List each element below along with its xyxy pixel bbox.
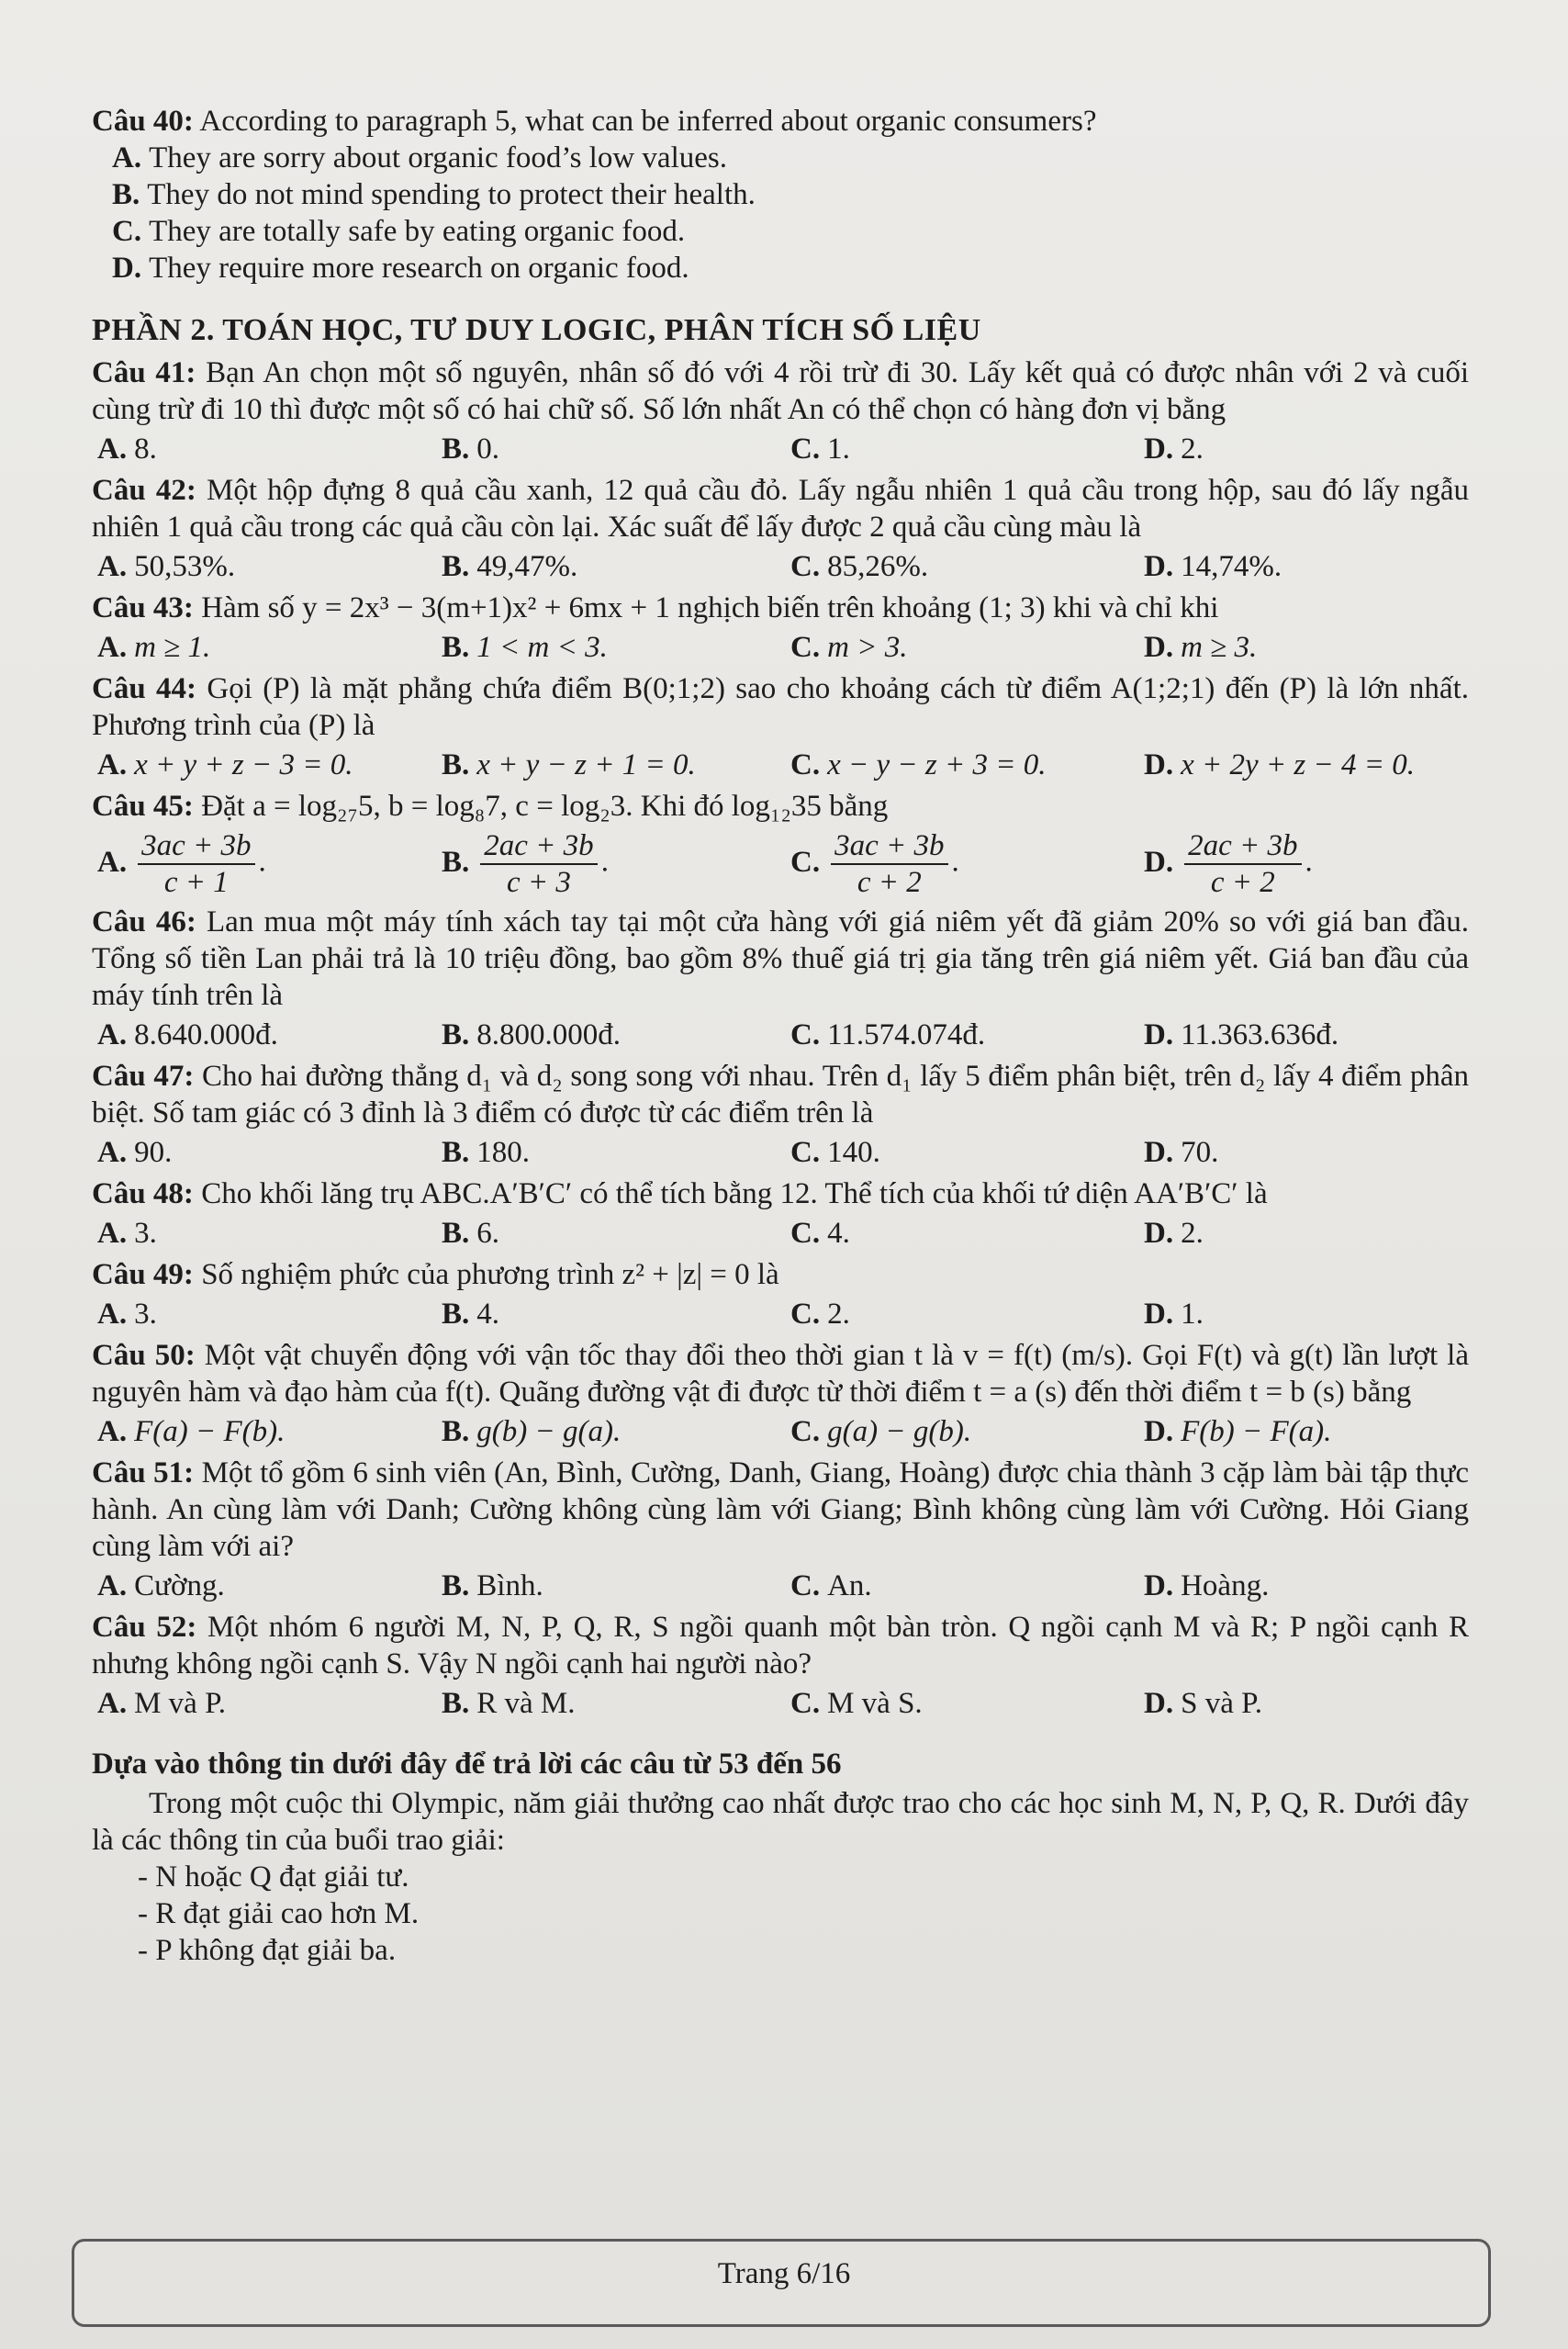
fraction — [1184, 828, 1301, 900]
option-b — [436, 746, 785, 784]
question-label: Câu 45: — [92, 790, 194, 823]
option-label: B. — [442, 631, 470, 664]
option-text: 2. — [827, 1298, 850, 1331]
options-row — [92, 1214, 1469, 1253]
option-text: M và P. — [134, 1687, 227, 1720]
option-a — [92, 1567, 436, 1605]
option-label: B. — [442, 1298, 470, 1331]
option-text: 140. — [827, 1136, 880, 1169]
question-44 — [92, 670, 1469, 784]
option-label: C. — [790, 845, 821, 879]
option-c — [785, 1295, 1138, 1333]
question-label: Câu 49: — [92, 1258, 194, 1291]
fraction-denominator: c + 2 — [1210, 866, 1275, 899]
option-text: 3. — [134, 1298, 157, 1331]
info-bullet: - R đạt giải cao hơn M. — [138, 1897, 420, 1930]
option-text: g(b) − g(a). — [476, 1415, 622, 1448]
question-50 — [92, 1337, 1469, 1451]
option-b — [436, 1684, 785, 1723]
option-label: D. — [1144, 1687, 1174, 1720]
question-body: Một nhóm 6 người M, N, P, Q, R, S ngồi quanh một bàn tròn. Q ngồi cạnh M và R; P ngồi cạnh R nhưng không ngồi cạnh S. Vậy N ngồi cạnh hai người nào? — [92, 1611, 1469, 1680]
option-d — [1138, 828, 1469, 900]
question-47 — [92, 1058, 1469, 1172]
option-d — [1138, 1684, 1469, 1723]
option-text: 180. — [476, 1136, 531, 1169]
option-label: B. — [442, 550, 470, 583]
options-row — [92, 1684, 1469, 1723]
option-label: B. — [442, 748, 470, 781]
option-b — [436, 1214, 785, 1253]
question-text — [92, 354, 1469, 428]
option-text: 1. — [827, 433, 850, 466]
option-label: D. — [1144, 1136, 1174, 1169]
option-end: . — [1305, 845, 1313, 879]
options-row — [92, 628, 1469, 667]
option-c — [92, 213, 1469, 250]
question-body: Gọi (P) là mặt phẳng chứa điểm B(0;1;2) sao cho khoảng cách từ điểm A(1;2;1) đến (P) là lớn nhất. Phương trình của (P) là — [92, 672, 1469, 742]
option-a — [92, 1684, 436, 1723]
info-bullet: - N hoặc Q đạt giải tư. — [138, 1860, 409, 1894]
option-b — [436, 430, 785, 468]
option-text: x + y + z − 3 = 0. — [134, 748, 353, 781]
option-c — [785, 430, 1138, 468]
option-text: They are totally safe by eating organic food. — [149, 215, 686, 248]
question-text — [92, 472, 1469, 545]
option-text: 8.800.000đ. — [476, 1018, 622, 1051]
section-title: PHẦN 2. TOÁN HỌC, TƯ DUY LOGIC, PHÂN TÍCH SỐ LIỆU — [92, 313, 981, 347]
option-c — [785, 1567, 1138, 1605]
question-46 — [92, 904, 1469, 1054]
option-a — [92, 547, 436, 586]
option-text: Hoàng. — [1181, 1569, 1270, 1602]
option-d — [1138, 1133, 1469, 1172]
option-d — [1138, 1295, 1469, 1333]
question-text — [92, 1609, 1469, 1682]
option-text: 1. — [1181, 1298, 1204, 1331]
option-label: C. — [112, 215, 142, 248]
option-text: 1 < m < 3. — [476, 631, 608, 664]
option-a — [92, 828, 436, 900]
option-text: 90. — [134, 1136, 173, 1169]
option-text: 6. — [476, 1217, 500, 1250]
option-a — [92, 140, 1469, 176]
option-text: 70. — [1181, 1136, 1219, 1169]
option-label: A. — [112, 141, 142, 174]
info-heading: Dựa vào thông tin dưới đây để trả lời các câu từ 53 đến 56 — [92, 1748, 842, 1781]
option-c — [785, 746, 1138, 784]
bullet-text: P không đạt giải ba. — [155, 1934, 397, 1967]
option-label: B. — [112, 178, 140, 211]
option-label: D. — [1144, 1415, 1174, 1448]
option-label: C. — [790, 1018, 821, 1051]
option-label: B. — [442, 1018, 470, 1051]
option-text: F(b) − F(a). — [1181, 1415, 1332, 1448]
option-a — [92, 1133, 436, 1172]
options-row — [92, 1133, 1469, 1172]
option-text: 14,74%. — [1181, 550, 1282, 583]
option-a — [92, 1295, 436, 1333]
page-number: Trang 6/16 — [717, 2257, 851, 2290]
option-label: D. — [1144, 631, 1174, 664]
option-text: 8. — [134, 433, 157, 466]
option-label: C. — [790, 631, 821, 664]
question-text — [92, 1256, 1469, 1293]
question-text — [92, 670, 1469, 744]
question-40 — [92, 103, 1469, 287]
option-label: A. — [97, 1569, 128, 1602]
info-bullet: - P không đạt giải ba. — [138, 1934, 397, 1967]
option-d — [1138, 628, 1469, 667]
option-label: C. — [790, 1136, 821, 1169]
option-label: A. — [97, 1415, 128, 1448]
option-label: A. — [97, 845, 128, 879]
option-text: m > 3. — [827, 631, 908, 664]
info-intro: Trong một cuộc thi Olympic, năm giải thưởng cao nhất được trao cho các học sinh M, N, P, Q, R. Dưới đây là các thông tin của buổi trao giải: — [92, 1787, 1469, 1857]
option-text: 49,47%. — [476, 550, 578, 583]
option-text: M và S. — [827, 1687, 923, 1720]
fraction — [480, 828, 597, 900]
option-label: D. — [1144, 550, 1174, 583]
fraction-denominator: c + 1 — [163, 866, 229, 899]
fraction-denominator: c + 2 — [857, 866, 922, 899]
option-text: 8.640.000đ. — [134, 1018, 278, 1051]
option-c — [785, 628, 1138, 667]
option-d — [1138, 547, 1469, 586]
option-label: C. — [790, 1569, 821, 1602]
question-label: Câu 50: — [92, 1339, 196, 1372]
question-label: Câu 43: — [92, 591, 194, 624]
option-label: B. — [442, 433, 470, 466]
option-label: D. — [1144, 1298, 1174, 1331]
option-end: . — [951, 845, 959, 879]
question-body: Hàm số y = 2x³ − 3(m+1)x² + 6mx + 1 nghịch biến trên khoảng (1; 3) khi và chỉ khi — [201, 591, 1219, 624]
option-text: 85,26%. — [827, 550, 929, 583]
question-body: Bạn An chọn một số nguyên, nhân số đó với 4 rồi trừ đi 30. Lấy kết quả có được nhân với 2 và cuối cùng trừ đi 10 thì được một số có hai chữ số. Số lớn nhất An có thể chọn có hàng đơn vị bằng — [92, 356, 1469, 426]
question-43 — [92, 590, 1469, 667]
question-body: Một tổ gồm 6 sinh viên (An, Bình, Cường, Danh, Giang, Hoàng) được chia thành 3 cặp làm bài tập thực hành. An cùng làm với Danh; Cường không cùng làm với Giang; Bình không cùng làm với Cường. Hỏi Giang cùng làm với ai? — [92, 1456, 1469, 1563]
option-c — [785, 1133, 1138, 1172]
options-row — [92, 828, 1469, 900]
option-text: 2. — [1181, 1217, 1204, 1250]
question-49 — [92, 1256, 1469, 1333]
question-52 — [92, 1609, 1469, 1723]
question-label: Câu 42: — [92, 474, 196, 507]
option-label: B. — [442, 1569, 470, 1602]
option-label: D. — [1144, 748, 1174, 781]
question-text — [92, 904, 1469, 1014]
option-label: A. — [97, 631, 128, 664]
option-label: D. — [1144, 1217, 1174, 1250]
option-text: 50,53%. — [134, 550, 236, 583]
options-row — [92, 1412, 1469, 1451]
fraction — [831, 828, 947, 900]
option-text: 0. — [476, 433, 500, 466]
option-text: They are sorry about organic food’s low values. — [149, 141, 727, 174]
option-text: m ≥ 1. — [134, 631, 211, 664]
option-b — [436, 1295, 785, 1333]
option-text: 4. — [476, 1298, 500, 1331]
option-c — [785, 1684, 1138, 1723]
option-b — [436, 828, 785, 900]
question-45 — [92, 788, 1469, 900]
option-label: C. — [790, 1687, 821, 1720]
option-text: 3. — [134, 1217, 157, 1250]
option-text: 2. — [1181, 433, 1204, 466]
option-end: . — [258, 845, 266, 879]
question-label: Câu 44: — [92, 672, 197, 705]
option-label: C. — [790, 433, 821, 466]
option-label: C. — [790, 1217, 821, 1250]
option-c — [785, 828, 1138, 900]
option-text: x + y − z + 1 = 0. — [476, 748, 696, 781]
options-row — [92, 1016, 1469, 1054]
option-b — [92, 176, 1469, 213]
option-label: D. — [1144, 1569, 1174, 1602]
option-b — [436, 1016, 785, 1054]
question-text — [92, 590, 1469, 626]
option-text: An. — [827, 1569, 872, 1602]
question-42 — [92, 472, 1469, 586]
option-label: A. — [97, 433, 128, 466]
option-label: A. — [97, 1018, 128, 1051]
option-c — [785, 1214, 1138, 1253]
option-label: A. — [97, 1687, 128, 1720]
option-a — [92, 746, 436, 784]
option-label: C. — [790, 1415, 821, 1448]
question-body: According to paragraph 5, what can be inferred about organic consumers? — [199, 105, 1097, 138]
option-text: They do not mind spending to protect their health. — [147, 178, 756, 211]
option-text: 11.363.636đ. — [1181, 1018, 1339, 1051]
option-text: x + 2y + z − 4 = 0. — [1181, 748, 1416, 781]
question-text — [92, 103, 1469, 140]
question-label: Câu 52: — [92, 1611, 197, 1644]
option-label: C. — [790, 550, 821, 583]
question-41 — [92, 354, 1469, 468]
option-label: B. — [442, 1217, 470, 1250]
option-text: S và P. — [1181, 1687, 1263, 1720]
question-body: Cho hai đường thẳng d₁ và d₂ song song với nhau. Trên d₁ lấy 5 điểm phân biệt, trên d₂ lấy 4 điểm phân biệt. Số tam giác có 3 đỉnh là 3 điểm có được từ các điểm trên là — [92, 1060, 1469, 1130]
question-label: Câu 41: — [92, 356, 196, 389]
options-row — [92, 430, 1469, 468]
option-a — [92, 430, 436, 468]
page-content — [92, 99, 1469, 1969]
option-d — [92, 250, 1469, 287]
bullet-text: N hoặc Q đạt giải tư. — [155, 1860, 409, 1894]
option-d — [1138, 746, 1469, 784]
option-label: D. — [1144, 845, 1174, 879]
option-label: C. — [790, 748, 821, 781]
question-body: Số nghiệm phức của phương trình z² + |z| = 0 là — [201, 1258, 779, 1291]
option-d — [1138, 1412, 1469, 1451]
question-body: Đặt a = log₂₇5, b = log₈7, c = log₂3. Khi đó log₁₂35 bằng — [201, 790, 889, 823]
question-text — [92, 788, 1469, 825]
option-label: A. — [97, 748, 128, 781]
option-text: x − y − z + 3 = 0. — [827, 748, 1047, 781]
option-b — [436, 628, 785, 667]
question-label: Câu 48: — [92, 1177, 194, 1210]
question-text — [92, 1337, 1469, 1411]
bullet-text: R đạt giải cao hơn M. — [155, 1897, 420, 1930]
options-row — [92, 1567, 1469, 1605]
question-label: Câu 40: — [92, 105, 194, 138]
fraction-numerator: 3ac + 3b — [831, 828, 947, 865]
option-b — [436, 1567, 785, 1605]
question-51 — [92, 1455, 1469, 1605]
option-b — [436, 547, 785, 586]
question-body: Cho khối lăng trụ ABC.A′B′C′ có thể tích bằng 12. Thể tích của khối tứ diện AA′B′C′ là — [201, 1177, 1268, 1210]
fraction-numerator: 2ac + 3b — [480, 828, 597, 865]
option-label: B. — [442, 1415, 470, 1448]
question-text — [92, 1175, 1469, 1212]
question-48 — [92, 1175, 1469, 1253]
option-d — [1138, 1214, 1469, 1253]
option-label: D. — [1144, 1018, 1174, 1051]
option-a — [92, 628, 436, 667]
fraction-numerator: 3ac + 3b — [138, 828, 254, 865]
option-text: g(a) − g(b). — [827, 1415, 972, 1448]
question-label: Câu 46: — [92, 905, 196, 938]
option-label: D. — [112, 252, 142, 285]
option-text: 11.574.074đ. — [827, 1018, 986, 1051]
option-d — [1138, 1016, 1469, 1054]
option-label: B. — [442, 1687, 470, 1720]
option-d — [1138, 1567, 1469, 1605]
option-b — [436, 1133, 785, 1172]
option-a — [92, 1016, 436, 1054]
option-end: . — [600, 845, 609, 879]
option-label: A. — [97, 1298, 128, 1331]
option-b — [436, 1412, 785, 1451]
option-text: m ≥ 3. — [1181, 631, 1258, 664]
option-d — [1138, 430, 1469, 468]
option-text: They require more research on organic food. — [149, 252, 689, 285]
option-label: D. — [1144, 433, 1174, 466]
fraction — [138, 828, 254, 900]
option-label: C. — [790, 1298, 821, 1331]
option-c — [785, 1016, 1138, 1054]
option-a — [92, 1412, 436, 1451]
option-c — [785, 1412, 1138, 1451]
option-label: B. — [442, 845, 470, 879]
question-body: Một vật chuyển động với vận tốc thay đổi theo thời gian t là v = f(t) (m/s). Gọi F(t) và g(t) lần lượt là nguyên hàm và đạo hàm của f(t). Quãng đường vật đi được từ thời điểm t = a (s) đến thời điểm t = b (s) bằng — [92, 1339, 1470, 1409]
question-body: Lan mua một máy tính xách tay tại một cửa hàng với giá niêm yết đã giảm 20% so với giá ban đầu. Tổng số tiền Lan phải trả là 10 triệu đồng, bao gồm 8% thuế giá trị gia tăng trên giá niêm yết. Giá ban đầu của máy tính trên là — [92, 905, 1470, 1012]
fraction-denominator: c + 3 — [507, 866, 571, 899]
option-text: Cường. — [134, 1569, 225, 1602]
fraction-numerator: 2ac + 3b — [1184, 828, 1301, 865]
option-text: R và M. — [476, 1687, 576, 1720]
option-label: A. — [97, 1136, 128, 1169]
option-text: 4. — [827, 1217, 850, 1250]
option-label: B. — [442, 1136, 470, 1169]
question-text — [92, 1455, 1469, 1565]
question-label: Câu 51: — [92, 1456, 195, 1489]
option-text: F(a) − F(b). — [134, 1415, 286, 1448]
option-c — [785, 547, 1138, 586]
option-label: A. — [97, 550, 128, 583]
options-row — [92, 547, 1469, 586]
option-label: A. — [97, 1217, 128, 1250]
options-row — [92, 746, 1469, 784]
question-label: Câu 47: — [92, 1060, 195, 1093]
option-a — [92, 1214, 436, 1253]
question-text — [92, 1058, 1469, 1131]
question-body: Một hộp đựng 8 quả cầu xanh, 12 quả cầu đỏ. Lấy ngẫu nhiên 1 quả cầu trong hộp, sau đó lấy ngẫu nhiên 1 quả cầu trong các quả cầu còn lại. Xác suất để lấy được 2 quả cầu cùng màu là — [92, 474, 1470, 544]
options-row — [92, 1295, 1469, 1333]
option-text: Bình. — [476, 1569, 543, 1602]
